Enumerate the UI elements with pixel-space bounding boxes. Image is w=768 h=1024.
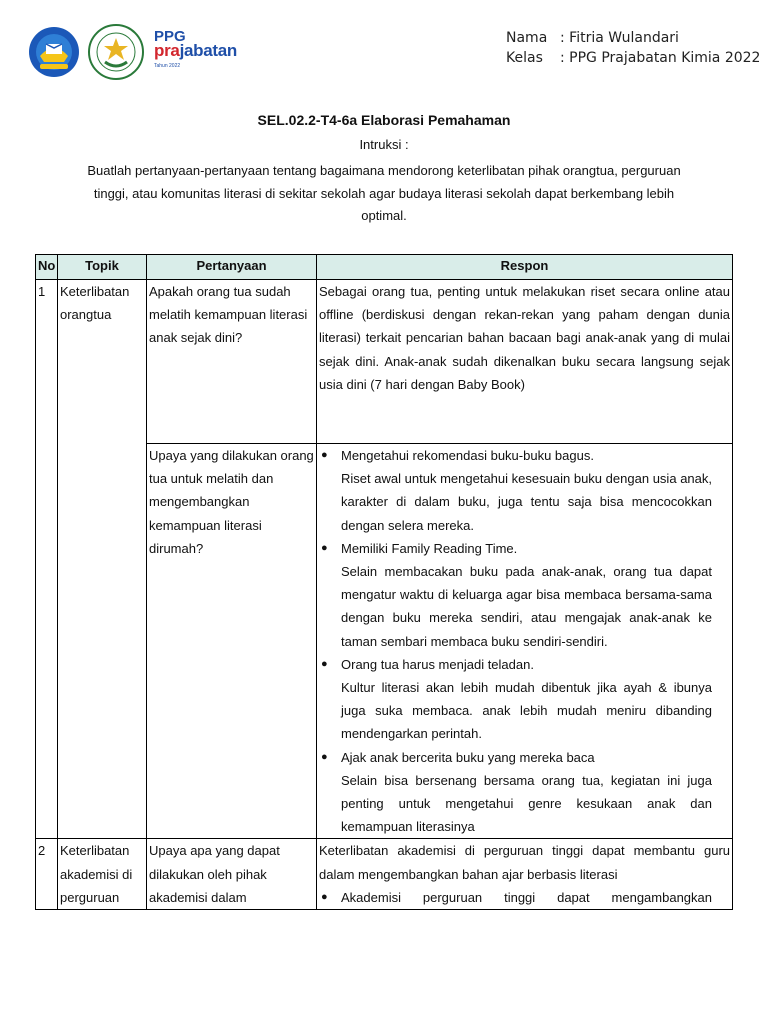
bullet-icon: ● — [321, 890, 328, 903]
document-title: SEL.02.2-T4-6a Elaborasi Pemahaman — [257, 112, 511, 128]
kemdikbud-logo — [26, 26, 82, 78]
list-item: ● Memiliki Family Reading Time. Selain membacakan buku pada anak-anak, orang tua dapat mengatur waktu di keluarga agar bisa membaca bersama-sama dengan buku mereka sendiri, atau mengajak anak-anak ke taman sembari membaca buku sendiri-sendiri. — [319, 537, 712, 653]
header-no: No — [36, 255, 58, 280]
instruction-label: Intruksi : — [359, 137, 409, 152]
bullet-icon: ● — [321, 657, 328, 670]
response-list — [319, 886, 730, 909]
header-topik: Topik — [58, 255, 147, 280]
ppg-prajabatan-logo: PPG prajabatan Tahun 2022 — [154, 28, 237, 69]
row-number: 1 — [36, 280, 58, 839]
response-intro: Keterlibatan akademisi di perguruan tinggi dapat membantu guru dalam mengembangkan bahan ajar berbasis literasi — [319, 843, 730, 882]
row-response — [317, 444, 733, 839]
document-header — [26, 22, 766, 84]
header-pertanyaan: Pertanyaan — [147, 255, 317, 280]
row-response — [317, 839, 733, 910]
row-topic: Keterlibatan orangtua — [58, 280, 147, 839]
row-question: Upaya apa yang dapat dilakukan oleh pihak akademisi dalam — [147, 839, 317, 910]
table-header-row — [36, 255, 733, 280]
list-item: ● Mengetahui rekomendasi buku-buku bagus. Riset awal untuk mengetahui kesesuain buku dengan usia anak, karakter di dalam buku, juga tentu saja bisa mencocokkan dengan selera mereka. — [319, 444, 712, 537]
student-identity — [506, 28, 760, 68]
row-topic: Keterlibatan akademisi di perguruan — [58, 839, 147, 910]
header-respon: Respon — [317, 255, 733, 280]
table-row — [36, 839, 733, 910]
name-label: Nama — [506, 30, 548, 46]
row-question: Upaya yang dilakukan orang tua untuk melatih dan mengembangkan kemampuan literasi dirumah? — [147, 444, 317, 839]
elaboration-table — [35, 254, 733, 910]
unimed-logo — [88, 24, 144, 80]
bullet-icon: ● — [321, 541, 328, 554]
row-number: 2 — [36, 839, 58, 910]
list-item: ● Orang tua harus menjadi teladan. Kultur literasi akan lebih mudah dibentuk jika ayah & ibunya juga suka membaca. anak lebih mudah meniru dibanding mendengarkan perintah. — [319, 653, 712, 746]
list-item: ● Ajak anak bercerita buku yang mereka baca Selain bisa bersenang bersama orang tua, kegiatan ini juga penting untuk mengetahui genre kesukaan anak dan kemampuan literasinya — [319, 746, 712, 839]
class-value: : PPG Prajabatan Kimia 2022 — [560, 50, 761, 66]
bullet-icon: ● — [321, 750, 328, 763]
response-list — [319, 444, 730, 838]
name-value: : Fitria Wulandari — [560, 30, 679, 46]
class-label: Kelas — [506, 50, 543, 66]
bullet-icon: ● — [321, 449, 328, 461]
instruction-text: Buatlah pertanyaan-pertanyaan tentang bagaimana mendorong keterlibatan pihak orangtua, perguruan tinggi, atau komunitas literasi di sekitar sekolah agar budaya literasi sekolah dapat berkembang lebih optimal. — [87, 163, 681, 223]
row-question: Apakah orang tua sudah melatih kemampuan literasi anak sejak dini? — [147, 280, 317, 444]
row-response: Sebagai orang tua, penting untuk melakukan riset secara online atau offline (berdiskusi dengan rekan-rekan yang paham dengan dunia literasi) terkait pencarian bahan bacaan bagi anak-anak yang di mulai sejak dini. Anak-anak sudah dikenalkan buku secara langsung sejak usia dini (7 hari dengan Baby Book) — [317, 280, 733, 444]
table-row — [36, 280, 733, 444]
list-item: ● Akademisi perguruan tinggi dapat mengambangkan — [319, 886, 712, 909]
